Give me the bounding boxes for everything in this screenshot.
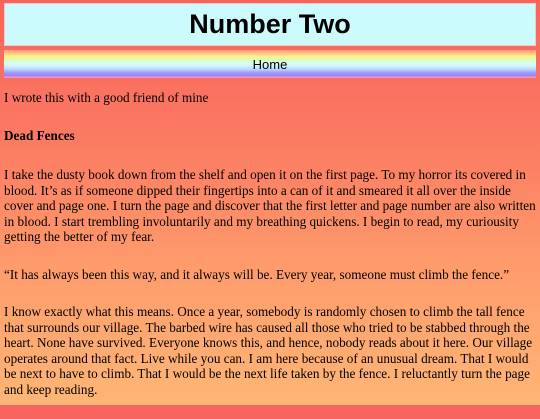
story-title: Dead Fences: [4, 127, 75, 143]
main-content: [4, 90, 538, 419]
site-header: [4, 3, 536, 46]
story-paragraph: I take the dusty book down from the shelf and open it on the first page. To my horror its covered in blood. It’s as if someone dipped their fingertips into a can of it and smeared it all over the inside cover and page one. I turn the page and discover that the first letter and page number are also written in blood. I start trembling involuntarily and my breathing quickens. I begin to read, my curiousity getting the better of my fear.: [4, 167, 536, 244]
story-quote: “It has always been this way, and it always will be. Every year, someone must climb the fence.”: [4, 266, 510, 282]
intro-text: I wrote this with a good friend of mine: [4, 90, 209, 105]
page-title: Number Two: [189, 9, 351, 39]
nav-home-link[interactable]: Home: [252, 56, 288, 72]
nav-bar: [4, 50, 536, 78]
story-paragraph: I know exactly what this means. Once a year, somebody is randomly chosen to climb the tall fence that surrounds our village. The barbed wire has caused all those who tried to be stabbed through the heart. None have survived. Everyone knows this, and hence, nobody reads about it here. Our village operates around that fact. Live while you can. I am here because of an unusual dream. That I would be next to have to climb. That I would be the next life taken by the fence. I reluctantly turn the page and keep reading.: [4, 304, 533, 397]
